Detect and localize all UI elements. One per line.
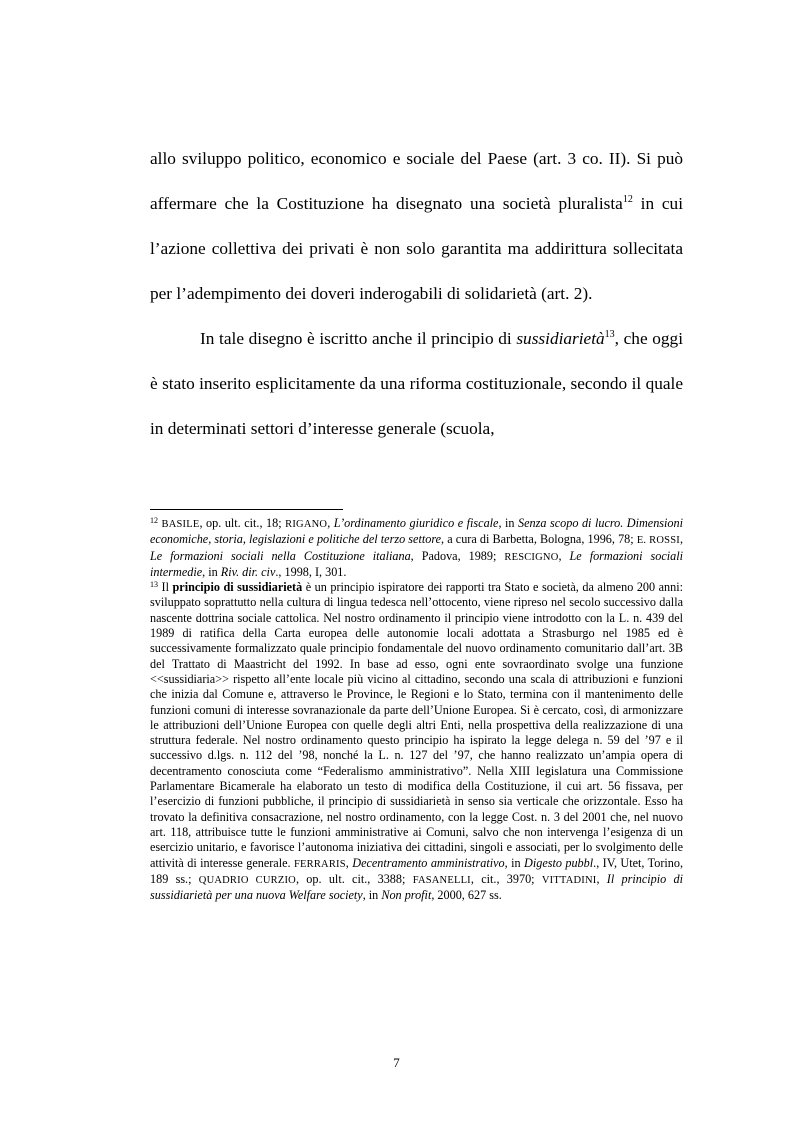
- title: Le formazioni sociali intermedie: [150, 548, 684, 579]
- title: Decentramento amministrativo: [352, 855, 505, 870]
- text-run: allo sviluppo politico, economico e sociale del Paese (art. 3 co. II). Si può affermare che la Costituzione ha disegnato una società pluralista: [150, 149, 683, 213]
- text-run: è un principio ispiratore dei rapporti tra Stato e società, da almeno 200 anni: sviluppato soprattutto nella cultura di lingua tedesca nell’ottocento, viene ripreso nel secolo successivo dalla nascente dottrina sociale cattolica. Nel nostro ordinamento il principio viene introdotto con la L. n. 439 del 1989 di ratifica della Carta europea delle autonomie locali adottata a Strasburgo nel 1985 ed è successivamente formalizzato quale principio fondamentale del nuovo ordinamento comunitario dall’art. 3B del Trattato di Maastricht del 1992. In base ad esso, ogni ente sovraordinato svolge una funzione <<sussidiaria>> rispetto all’ente locale più vicino al cittadino, secondo una scala di attribuzioni e funzioni che inizia dal Comune e, attraverso le Province, le Regioni e lo Stato, termina con il mantenimento delle funzioni comuni di interesse sovranazionale da parte dell’Unione Europea. Si è cercato, così, di armonizzare le attribuzioni dell’Unione Europea con quelle degli altri Enti, nella prospettiva della realizzazione di una struttura federale. Nel nostro ordinamento questo principio ha ispirato la legge delega n. 59 del ’97 e il successivo d.lgs. n. 112 del ’98, nonché la L. n. 127 del ’97, che hanno realizzato un’ampia opera di decentramento conosciuta come “Federalismo amministrativo”. Nella XIII legislatura una Commissione Parlamentare Bicamerale ha elaborato un testo di modifica della Costituzione, il cui art. 56 fissava, per l’esercizio di funzioni pubbliche, il principio di sussidiarietà in senso sia verticale che orizzontale. Esso ha trovato la definitiva consacrazione, nel nostro ordinamento, con la legge Cost. n. 3 del 2001 che, nel nuovo art. 118, attribuisce tutte le funzioni amministrative ai Comuni, salvo che non intervenga l’esigenza di un esercizio unitario, e favorisce l’autonoma iniziativa dei cittadini, singoli e associati, per lo svolgimento delle attività di interesse generale.: [150, 580, 684, 870]
- title: L’ordinamento giuridico e fiscale: [333, 516, 499, 530]
- title: Digesto pubbl: [524, 855, 594, 870]
- text-run: ,: [345, 855, 353, 870]
- author: BASILE: [161, 519, 200, 530]
- author: E. ROSSI: [636, 535, 680, 547]
- footnote-separator: [150, 509, 343, 510]
- text-run: in cui l’azione collettiva dei privati è non solo garantita ma addirittura sollecitata per l’adempimento dei doveri inderogabili di solidarietà (art. 2).: [150, 194, 684, 303]
- author: RESCIGNO: [504, 551, 559, 563]
- title: Senza scopo di lucro. Dimensioni economiche, storia, legislazioni e politiche del terzo settore: [150, 516, 684, 547]
- author: VITTADINI: [541, 874, 597, 886]
- footnote-13: [150, 580, 683, 903]
- text-run: , in: [362, 888, 382, 903]
- text-run: , op. ult. cit., 18;: [199, 516, 286, 530]
- text-run: ., 1998, I, 301.: [275, 564, 347, 579]
- text-run: ,: [327, 516, 334, 530]
- journal: Riv. dir. civ: [220, 564, 276, 579]
- paragraph: [150, 136, 683, 316]
- text-run: ,: [558, 548, 570, 563]
- title: Il principio di sussidiarietà per una nuova Welfare society: [150, 871, 683, 903]
- author: FASANELLI: [412, 874, 471, 886]
- text-run: , in: [202, 564, 221, 579]
- text-run: , che oggi è stato inserito esplicitamente da una riforma costituzionale, secondo il quale in determinati settori d’interesse generale (scuola,: [150, 329, 683, 438]
- title: Le formazioni sociali nella Costituzione italiana: [150, 548, 411, 563]
- text-run: , 2000, 627 ss.: [431, 888, 502, 903]
- text-run: , Padova, 1989;: [410, 548, 505, 563]
- footnote-ref-13[interactable]: 13: [604, 329, 615, 340]
- text-run: , cit., 3970;: [470, 871, 542, 886]
- paragraph: [150, 316, 683, 451]
- text-run: ,: [679, 532, 683, 547]
- text-run: , in: [498, 516, 519, 530]
- footnotes: [150, 516, 683, 903]
- title: Non profit: [381, 888, 432, 903]
- footnote-number: 13: [150, 580, 158, 590]
- text-run: ,: [596, 871, 607, 886]
- author: FERRARIS: [293, 858, 346, 870]
- main-text: [150, 136, 683, 451]
- emphasis: sussidiarietà: [516, 329, 605, 348]
- text-run: , a cura di Barbetta, Bologna, 1996, 78;: [441, 532, 637, 547]
- footnote-12: [150, 516, 683, 580]
- bold-term: principio di sussidiarietà: [172, 580, 303, 595]
- author: RIGANO: [285, 519, 328, 530]
- text-run: , op. ult. cit., 3388;: [295, 871, 413, 886]
- author: QUADRIO CURZIO: [198, 874, 296, 886]
- text-run: , in: [504, 855, 525, 870]
- footnote-number: 12: [150, 516, 158, 525]
- text-run: ., IV, Utet, Torino, 189 ss.;: [150, 855, 684, 886]
- text-run: Il: [158, 580, 173, 595]
- page-number: 7: [393, 1055, 400, 1070]
- footnote-ref-12[interactable]: 12: [622, 194, 633, 205]
- text-run: In tale disegno è iscritto anche il principio di: [200, 329, 517, 348]
